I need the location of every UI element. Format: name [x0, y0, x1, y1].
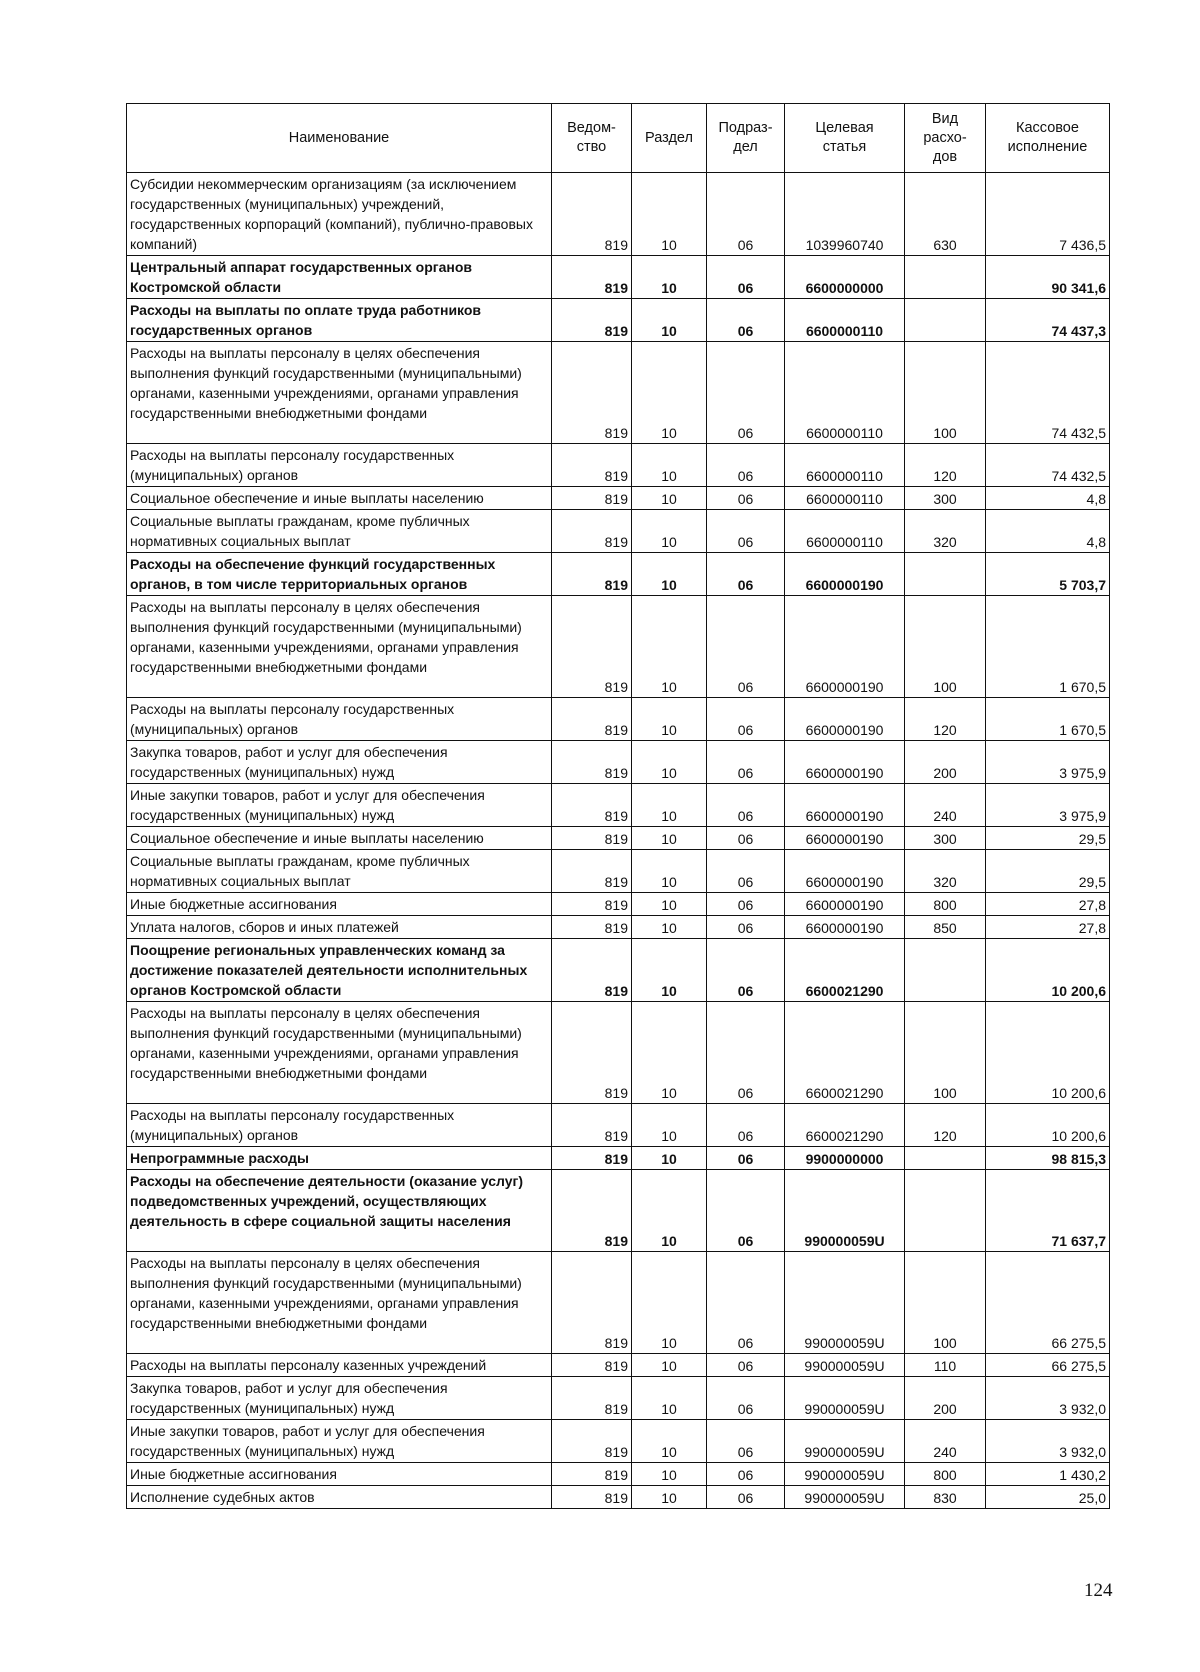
- row-podrazdel-cell: 06: [707, 916, 785, 939]
- row-sum-cell: 25,0: [986, 1486, 1110, 1509]
- row-podrazdel-cell: 06: [707, 1170, 785, 1252]
- table-row: [127, 784, 1110, 827]
- table-row: [127, 827, 1110, 850]
- row-podrazdel-cell: 06: [707, 850, 785, 893]
- row-podrazdel-cell: 06: [707, 1252, 785, 1354]
- row-name-cell: Социальные выплаты гражданам, кроме публичных нормативных социальных выплат: [127, 850, 552, 893]
- row-podrazdel-cell: 06: [707, 939, 785, 1002]
- row-podrazdel-cell: 06: [707, 510, 785, 553]
- table-row: [127, 1002, 1110, 1104]
- row-sum-cell: 29,5: [986, 850, 1110, 893]
- row-name-cell: Социальное обеспечение и иные выплаты населению: [127, 827, 552, 850]
- row-vid-cell: 830: [905, 1486, 986, 1509]
- row-tselevaya-cell: 990000059U: [785, 1486, 905, 1509]
- header-name: Наименование: [127, 104, 552, 173]
- row-sum-cell: 1 670,5: [986, 596, 1110, 698]
- row-vid-cell: 800: [905, 893, 986, 916]
- header-kassovoe-label: Кассовое исполнение: [1007, 120, 1088, 155]
- row-name-cell: Расходы на выплаты персоналу в целях обеспечения выполнения функций государственными (муниципальными) органами, казенными учреждениями, органами управления государственными внебюджетными фондами: [127, 342, 552, 444]
- row-podrazdel-cell: 06: [707, 1002, 785, 1104]
- row-razdel-cell: 10: [632, 850, 707, 893]
- row-razdel-cell: 10: [632, 1147, 707, 1170]
- row-name-cell: Субсидии некоммерческим организациям (за исключением государственных (муниципальных) учреждений, государственных корпораций (компаний), публично-правовых компаний): [127, 173, 552, 256]
- row-name-cell: Непрограммные расходы: [127, 1147, 552, 1170]
- header-vid: [905, 104, 986, 173]
- header-podrazdel: [707, 104, 785, 173]
- row-podrazdel-cell: 06: [707, 784, 785, 827]
- row-tselevaya-cell: 6600000000: [785, 256, 905, 299]
- table-row: [127, 916, 1110, 939]
- row-tselevaya-cell: 6600000190: [785, 893, 905, 916]
- row-tselevaya-cell: 6600000110: [785, 342, 905, 444]
- row-name-cell: Иные закупки товаров, работ и услуг для обеспечения государственных (муниципальных) нужд: [127, 1420, 552, 1463]
- table-row: [127, 1354, 1110, 1377]
- row-podrazdel-cell: 06: [707, 698, 785, 741]
- row-sum-cell: 66 275,5: [986, 1252, 1110, 1354]
- row-vid-cell: 200: [905, 741, 986, 784]
- row-name-cell: Исполнение судебных актов: [127, 1486, 552, 1509]
- header-ved-label: Ведом- ство: [567, 120, 616, 155]
- row-name-cell: Расходы на выплаты персоналу в целях обеспечения выполнения функций государственными (муниципальными) органами, казенными учреждениями, органами управления государственными внебюджетными фондами: [127, 1252, 552, 1354]
- row-tselevaya-cell: 990000059U: [785, 1354, 905, 1377]
- row-sum-cell: 98 815,3: [986, 1147, 1110, 1170]
- header-ved: [552, 104, 632, 173]
- row-podrazdel-cell: 06: [707, 1420, 785, 1463]
- row-razdel-cell: 10: [632, 1420, 707, 1463]
- row-vid-cell: 110: [905, 1354, 986, 1377]
- row-name-cell: Уплата налогов, сборов и иных платежей: [127, 916, 552, 939]
- row-sum-cell: 10 200,6: [986, 1002, 1110, 1104]
- row-vid-cell: 200: [905, 1377, 986, 1420]
- row-vid-cell: 100: [905, 596, 986, 698]
- table-body: [127, 173, 1110, 1509]
- row-vid-cell: 850: [905, 916, 986, 939]
- row-tselevaya-cell: 1039960740: [785, 173, 905, 256]
- row-tselevaya-cell: 6600000190: [785, 784, 905, 827]
- row-vid-cell: 320: [905, 510, 986, 553]
- row-razdel-cell: 10: [632, 939, 707, 1002]
- row-tselevaya-cell: 6600021290: [785, 1002, 905, 1104]
- row-tselevaya-cell: 9900000000: [785, 1147, 905, 1170]
- row-ved-cell: 819: [552, 553, 632, 596]
- row-razdel-cell: 10: [632, 342, 707, 444]
- table-row: [127, 444, 1110, 487]
- row-sum-cell: 4,8: [986, 487, 1110, 510]
- row-ved-cell: 819: [552, 1252, 632, 1354]
- row-podrazdel-cell: 06: [707, 1354, 785, 1377]
- table-row: [127, 1252, 1110, 1354]
- row-ved-cell: 819: [552, 893, 632, 916]
- row-sum-cell: 3 932,0: [986, 1420, 1110, 1463]
- row-razdel-cell: 10: [632, 784, 707, 827]
- table-row: [127, 1104, 1110, 1147]
- row-tselevaya-cell: 990000059U: [785, 1420, 905, 1463]
- row-name-cell: Иные закупки товаров, работ и услуг для обеспечения государственных (муниципальных) нужд: [127, 784, 552, 827]
- row-razdel-cell: 10: [632, 1354, 707, 1377]
- row-sum-cell: 3 975,9: [986, 784, 1110, 827]
- row-podrazdel-cell: 06: [707, 487, 785, 510]
- row-tselevaya-cell: 6600000110: [785, 487, 905, 510]
- row-sum-cell: 27,8: [986, 916, 1110, 939]
- row-razdel-cell: 10: [632, 487, 707, 510]
- row-name-cell: Расходы на выплаты персоналу казенных учреждений: [127, 1354, 552, 1377]
- table-row: [127, 1486, 1110, 1509]
- table-row: [127, 342, 1110, 444]
- header-kassovoe: [986, 104, 1110, 173]
- row-name-cell: Поощрение региональных управленческих команд за достижение показателей деятельности исполнительных органов Костромской области: [127, 939, 552, 1002]
- row-vid-cell: 300: [905, 827, 986, 850]
- row-tselevaya-cell: 6600000190: [785, 741, 905, 784]
- row-razdel-cell: 10: [632, 1463, 707, 1486]
- row-vid-cell: 100: [905, 342, 986, 444]
- row-razdel-cell: 10: [632, 1170, 707, 1252]
- row-ved-cell: 819: [552, 1354, 632, 1377]
- row-podrazdel-cell: 06: [707, 741, 785, 784]
- row-vid-cell: 320: [905, 850, 986, 893]
- row-sum-cell: 10 200,6: [986, 939, 1110, 1002]
- row-tselevaya-cell: 990000059U: [785, 1463, 905, 1486]
- row-ved-cell: 819: [552, 1147, 632, 1170]
- row-tselevaya-cell: 6600000190: [785, 850, 905, 893]
- row-tselevaya-cell: 6600000110: [785, 510, 905, 553]
- row-razdel-cell: 10: [632, 1002, 707, 1104]
- row-razdel-cell: 10: [632, 916, 707, 939]
- row-ved-cell: 819: [552, 299, 632, 342]
- row-tselevaya-cell: 6600000190: [785, 916, 905, 939]
- row-ved-cell: 819: [552, 1463, 632, 1486]
- row-ved-cell: 819: [552, 256, 632, 299]
- row-tselevaya-cell: 990000059U: [785, 1377, 905, 1420]
- row-sum-cell: 90 341,6: [986, 256, 1110, 299]
- row-name-cell: Расходы на обеспечение функций государственных органов, в том числе территориальных органов: [127, 553, 552, 596]
- row-sum-cell: 4,8: [986, 510, 1110, 553]
- page-number: 124: [1084, 1580, 1113, 1601]
- row-sum-cell: 74 432,5: [986, 444, 1110, 487]
- row-razdel-cell: 10: [632, 893, 707, 916]
- row-name-cell: Иные бюджетные ассигнования: [127, 1463, 552, 1486]
- row-sum-cell: 66 275,5: [986, 1354, 1110, 1377]
- table-row: [127, 173, 1110, 256]
- row-razdel-cell: 10: [632, 741, 707, 784]
- row-name-cell: Иные бюджетные ассигнования: [127, 893, 552, 916]
- row-vid-cell: [905, 1147, 986, 1170]
- row-vid-cell: [905, 553, 986, 596]
- row-podrazdel-cell: 06: [707, 596, 785, 698]
- row-name-cell: Расходы на выплаты персоналу государственных (муниципальных) органов: [127, 1104, 552, 1147]
- row-podrazdel-cell: 06: [707, 1104, 785, 1147]
- row-name-cell: Центральный аппарат государственных органов Костромской области: [127, 256, 552, 299]
- row-razdel-cell: 10: [632, 510, 707, 553]
- row-name-cell: Закупка товаров, работ и услуг для обеспечения государственных (муниципальных) нужд: [127, 1377, 552, 1420]
- row-name-cell: Социальное обеспечение и иные выплаты населению: [127, 487, 552, 510]
- row-razdel-cell: 10: [632, 553, 707, 596]
- row-ved-cell: 819: [552, 1170, 632, 1252]
- table-row: [127, 1170, 1110, 1252]
- row-podrazdel-cell: 06: [707, 1463, 785, 1486]
- row-podrazdel-cell: 06: [707, 553, 785, 596]
- header-vid-label: Вид расхо- дов: [923, 110, 967, 165]
- row-tselevaya-cell: 990000059U: [785, 1252, 905, 1354]
- row-name-cell: Расходы на выплаты по оплате труда работников государственных органов: [127, 299, 552, 342]
- row-tselevaya-cell: 6600000190: [785, 553, 905, 596]
- row-vid-cell: 100: [905, 1252, 986, 1354]
- row-ved-cell: 819: [552, 1486, 632, 1509]
- header-podrazdel-label: Подраз- дел: [718, 120, 773, 155]
- table-row: [127, 596, 1110, 698]
- row-ved-cell: 819: [552, 939, 632, 1002]
- table-row: [127, 1147, 1110, 1170]
- row-razdel-cell: 10: [632, 256, 707, 299]
- row-tselevaya-cell: 6600000190: [785, 827, 905, 850]
- row-podrazdel-cell: 06: [707, 893, 785, 916]
- row-ved-cell: 819: [552, 444, 632, 487]
- row-ved-cell: 819: [552, 850, 632, 893]
- row-ved-cell: 819: [552, 1002, 632, 1104]
- row-podrazdel-cell: 06: [707, 1377, 785, 1420]
- row-vid-cell: [905, 256, 986, 299]
- row-vid-cell: 240: [905, 1420, 986, 1463]
- row-ved-cell: 819: [552, 698, 632, 741]
- header-razdel: Раздел: [632, 104, 707, 173]
- row-sum-cell: 27,8: [986, 893, 1110, 916]
- row-razdel-cell: 10: [632, 698, 707, 741]
- row-ved-cell: 819: [552, 1377, 632, 1420]
- table-row: [127, 1420, 1110, 1463]
- row-vid-cell: 240: [905, 784, 986, 827]
- row-podrazdel-cell: 06: [707, 444, 785, 487]
- row-ved-cell: 819: [552, 741, 632, 784]
- row-podrazdel-cell: 06: [707, 342, 785, 444]
- row-vid-cell: 100: [905, 1002, 986, 1104]
- row-podrazdel-cell: 06: [707, 299, 785, 342]
- row-podrazdel-cell: 06: [707, 256, 785, 299]
- row-sum-cell: 3 932,0: [986, 1377, 1110, 1420]
- header-tselevaya: [785, 104, 905, 173]
- row-sum-cell: 1 670,5: [986, 698, 1110, 741]
- row-tselevaya-cell: 6600000110: [785, 444, 905, 487]
- row-vid-cell: 630: [905, 173, 986, 256]
- row-razdel-cell: 10: [632, 1377, 707, 1420]
- table-row: [127, 741, 1110, 784]
- table-header-row: [127, 104, 1110, 173]
- row-razdel-cell: 10: [632, 173, 707, 256]
- row-sum-cell: 10 200,6: [986, 1104, 1110, 1147]
- row-name-cell: Расходы на выплаты персоналу в целях обеспечения выполнения функций государственными (муниципальными) органами, казенными учреждениями, органами управления государственными внебюджетными фондами: [127, 596, 552, 698]
- row-tselevaya-cell: 6600021290: [785, 1104, 905, 1147]
- budget-table: [126, 103, 1110, 1509]
- row-ved-cell: 819: [552, 916, 632, 939]
- row-ved-cell: 819: [552, 827, 632, 850]
- row-ved-cell: 819: [552, 510, 632, 553]
- row-vid-cell: 120: [905, 698, 986, 741]
- row-vid-cell: [905, 299, 986, 342]
- row-ved-cell: 819: [552, 1104, 632, 1147]
- table-row: [127, 553, 1110, 596]
- row-name-cell: Закупка товаров, работ и услуг для обеспечения государственных (муниципальных) нужд: [127, 741, 552, 784]
- row-vid-cell: [905, 939, 986, 1002]
- row-podrazdel-cell: 06: [707, 173, 785, 256]
- row-sum-cell: 5 703,7: [986, 553, 1110, 596]
- table-row: [127, 256, 1110, 299]
- table-row: [127, 487, 1110, 510]
- row-podrazdel-cell: 06: [707, 827, 785, 850]
- row-vid-cell: 300: [905, 487, 986, 510]
- row-sum-cell: 74 437,3: [986, 299, 1110, 342]
- row-ved-cell: 819: [552, 596, 632, 698]
- table-row: [127, 850, 1110, 893]
- row-name-cell: Социальные выплаты гражданам, кроме публичных нормативных социальных выплат: [127, 510, 552, 553]
- row-name-cell: Расходы на выплаты персоналу в целях обеспечения выполнения функций государственными (муниципальными) органами, казенными учреждениями, органами управления государственными внебюджетными фондами: [127, 1002, 552, 1104]
- header-tselevaya-label: Целевая статья: [815, 120, 874, 155]
- row-razdel-cell: 10: [632, 596, 707, 698]
- table-row: [127, 510, 1110, 553]
- table-row: [127, 299, 1110, 342]
- row-tselevaya-cell: 6600000190: [785, 698, 905, 741]
- row-razdel-cell: 10: [632, 444, 707, 487]
- row-sum-cell: 7 436,5: [986, 173, 1110, 256]
- table-row: [127, 893, 1110, 916]
- table-row: [127, 1377, 1110, 1420]
- row-vid-cell: [905, 1170, 986, 1252]
- row-razdel-cell: 10: [632, 1486, 707, 1509]
- row-ved-cell: 819: [552, 342, 632, 444]
- row-tselevaya-cell: 6600000110: [785, 299, 905, 342]
- row-tselevaya-cell: 6600021290: [785, 939, 905, 1002]
- row-razdel-cell: 10: [632, 1104, 707, 1147]
- row-razdel-cell: 10: [632, 1252, 707, 1354]
- row-podrazdel-cell: 06: [707, 1147, 785, 1170]
- row-sum-cell: 74 432,5: [986, 342, 1110, 444]
- row-ved-cell: 819: [552, 487, 632, 510]
- row-vid-cell: 120: [905, 1104, 986, 1147]
- row-razdel-cell: 10: [632, 827, 707, 850]
- row-vid-cell: 120: [905, 444, 986, 487]
- row-sum-cell: 71 637,7: [986, 1170, 1110, 1252]
- row-razdel-cell: 10: [632, 299, 707, 342]
- row-name-cell: Расходы на выплаты персоналу государственных (муниципальных) органов: [127, 444, 552, 487]
- row-vid-cell: 800: [905, 1463, 986, 1486]
- row-name-cell: Расходы на выплаты персоналу государственных (муниципальных) органов: [127, 698, 552, 741]
- row-sum-cell: 3 975,9: [986, 741, 1110, 784]
- row-sum-cell: 1 430,2: [986, 1463, 1110, 1486]
- row-ved-cell: 819: [552, 784, 632, 827]
- table-row: [127, 939, 1110, 1002]
- table-row: [127, 1463, 1110, 1486]
- row-ved-cell: 819: [552, 1420, 632, 1463]
- row-sum-cell: 29,5: [986, 827, 1110, 850]
- row-podrazdel-cell: 06: [707, 1486, 785, 1509]
- row-ved-cell: 819: [552, 173, 632, 256]
- row-tselevaya-cell: 990000059U: [785, 1170, 905, 1252]
- row-name-cell: Расходы на обеспечение деятельности (оказание услуг) подведомственных учреждений, осуществляющих деятельность в сфере социальной защиты населения: [127, 1170, 552, 1252]
- row-tselevaya-cell: 6600000190: [785, 596, 905, 698]
- table-row: [127, 698, 1110, 741]
